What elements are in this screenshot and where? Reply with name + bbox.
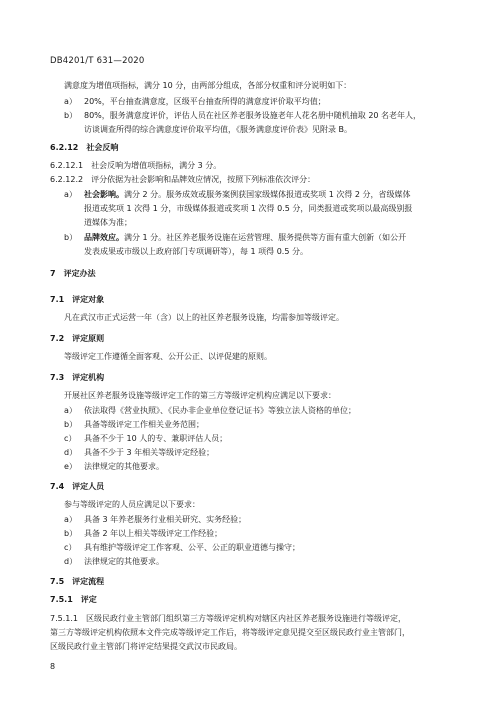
list-item: 具备 3 年养老服务行业相关研究、实务经验； bbox=[84, 515, 247, 524]
list-item: 法律规定的其他要求。 bbox=[84, 557, 164, 566]
chapter-heading: 7 评定办法 bbox=[50, 269, 96, 278]
list-marker: b） bbox=[64, 529, 78, 538]
list-item-continuation: 发表成果或市级以上政府部门专项调研等），每 1 项得 0.5 分。 bbox=[84, 247, 308, 256]
list-marker: b） bbox=[64, 233, 78, 242]
paragraph: 凡在武汉市正式运营一年（含）以上的社区养老服务设施，均需参加等级评定。 bbox=[64, 313, 344, 322]
paragraph-continuation: 区级民政行业主管部门将评定结果提交武汉市民政局。 bbox=[50, 642, 242, 651]
list-marker: a） bbox=[64, 97, 77, 106]
list-item-lead: 社会影响。 bbox=[84, 190, 124, 199]
list-item: 20%，平台抽查满意度，区级平台抽查所得的满意度评价取平均值； bbox=[84, 97, 326, 106]
list-marker: c） bbox=[64, 543, 77, 552]
list-marker: b） bbox=[64, 111, 78, 120]
section-heading: 6.2.12 社会反响 bbox=[50, 143, 119, 152]
list-item-lead: 品牌效应。 bbox=[84, 233, 124, 242]
list-item-continuation: 访谈调查所得的综合满意度评价取平均值，《服务满意度评价表》见附录 B。 bbox=[84, 125, 353, 134]
list-item: 具有维护等级评定工作客观、公平、公正的职业道德与操守； bbox=[84, 543, 300, 552]
list-marker: e） bbox=[64, 462, 77, 471]
list-marker: d） bbox=[64, 448, 78, 457]
section-heading: 7.4 评定人员 bbox=[50, 482, 105, 491]
paragraph: 开展社区养老服务设施等级评定工作的第三方等级评定机构应满足以下要求： bbox=[64, 391, 336, 400]
list-item: 具备等级评定工作相关业务范围； bbox=[84, 420, 204, 429]
list-marker: d） bbox=[64, 557, 78, 566]
list-item: 具备不少于 10 人的专、兼职评估人员； bbox=[84, 434, 228, 443]
section-heading: 7.5 评定流程 bbox=[50, 577, 105, 586]
list-marker: a） bbox=[64, 406, 77, 415]
list-item bbox=[84, 189, 411, 200]
list-item-continuation: 道媒体为准； bbox=[84, 218, 132, 227]
list-item bbox=[84, 232, 406, 243]
section-heading: 7.1 评定对象 bbox=[50, 295, 105, 304]
paragraph: 等级评定工作遵循全面客观、公开公正、以评促建的原则。 bbox=[64, 352, 272, 361]
subsection-heading: 7.5.1 评定 bbox=[50, 595, 97, 604]
list-marker: a） bbox=[64, 190, 77, 199]
list-item: 法律规定的其他要求。 bbox=[84, 462, 164, 471]
list-item: 具备不少于 3 年相关等级评定经验； bbox=[84, 448, 215, 457]
list-item-text: 满分 1 分。社区养老服务设施在运营管理、服务提供等方面有重大创新（如公开 bbox=[124, 233, 407, 242]
paragraph: 满意度为增值项指标，满分 10 分，由两部分组成，各部分权重和评分说明如下： bbox=[64, 81, 352, 90]
section-heading: 7.2 评定原则 bbox=[50, 334, 105, 343]
list-item: 依法取得《营业执照》、《民办非企业单位登记证书》等独立法人资格的单位； bbox=[84, 406, 356, 415]
paragraph: 参与等级评定的人员应满足以下要求： bbox=[64, 500, 200, 509]
list-marker: c） bbox=[64, 434, 77, 443]
page-number: 8 bbox=[50, 662, 56, 671]
clause: 6.2.12.2 评分依据为社会影响和品牌效应情况，按照下列标准依次评分： bbox=[50, 175, 316, 184]
list-item: 具备 2 年以上相关等级评定工作经验； bbox=[84, 529, 223, 538]
list-marker: b） bbox=[64, 420, 78, 429]
list-item: 80%，服务满意度评价，评估人员在社区养老服务设施老年人花名册中随机抽取 20 名老年人， bbox=[84, 111, 422, 120]
paragraph-continuation: 第三方等级评定机构依照本文件完成等级评定工作后，将等级评定意见提交至区级民政行业主管部门， bbox=[50, 628, 410, 637]
clause: 6.2.12.1 社会反响为增值项指标，满分 3 分。 bbox=[50, 161, 222, 170]
section-heading: 7.3 评定机构 bbox=[50, 373, 105, 382]
list-marker: a） bbox=[64, 515, 77, 524]
paragraph: 7.5.1.1 区级民政行业主管部门组织第三方等级评定机构对辖区内社区养老服务设施进行等级评定， bbox=[50, 614, 406, 623]
list-item-text: 满分 2 分。服务成效或服务案例获国家级媒体报道或奖项 1 次得 2 分，省级媒体 bbox=[124, 190, 411, 199]
document-code: DB4201/T 631—2020 bbox=[50, 56, 145, 66]
list-item-continuation: 报道或奖项 1 次得 1 分，市级媒体报道或奖项 1 次得 0.5 分，同类报道或奖项以最高级别报 bbox=[84, 204, 413, 213]
